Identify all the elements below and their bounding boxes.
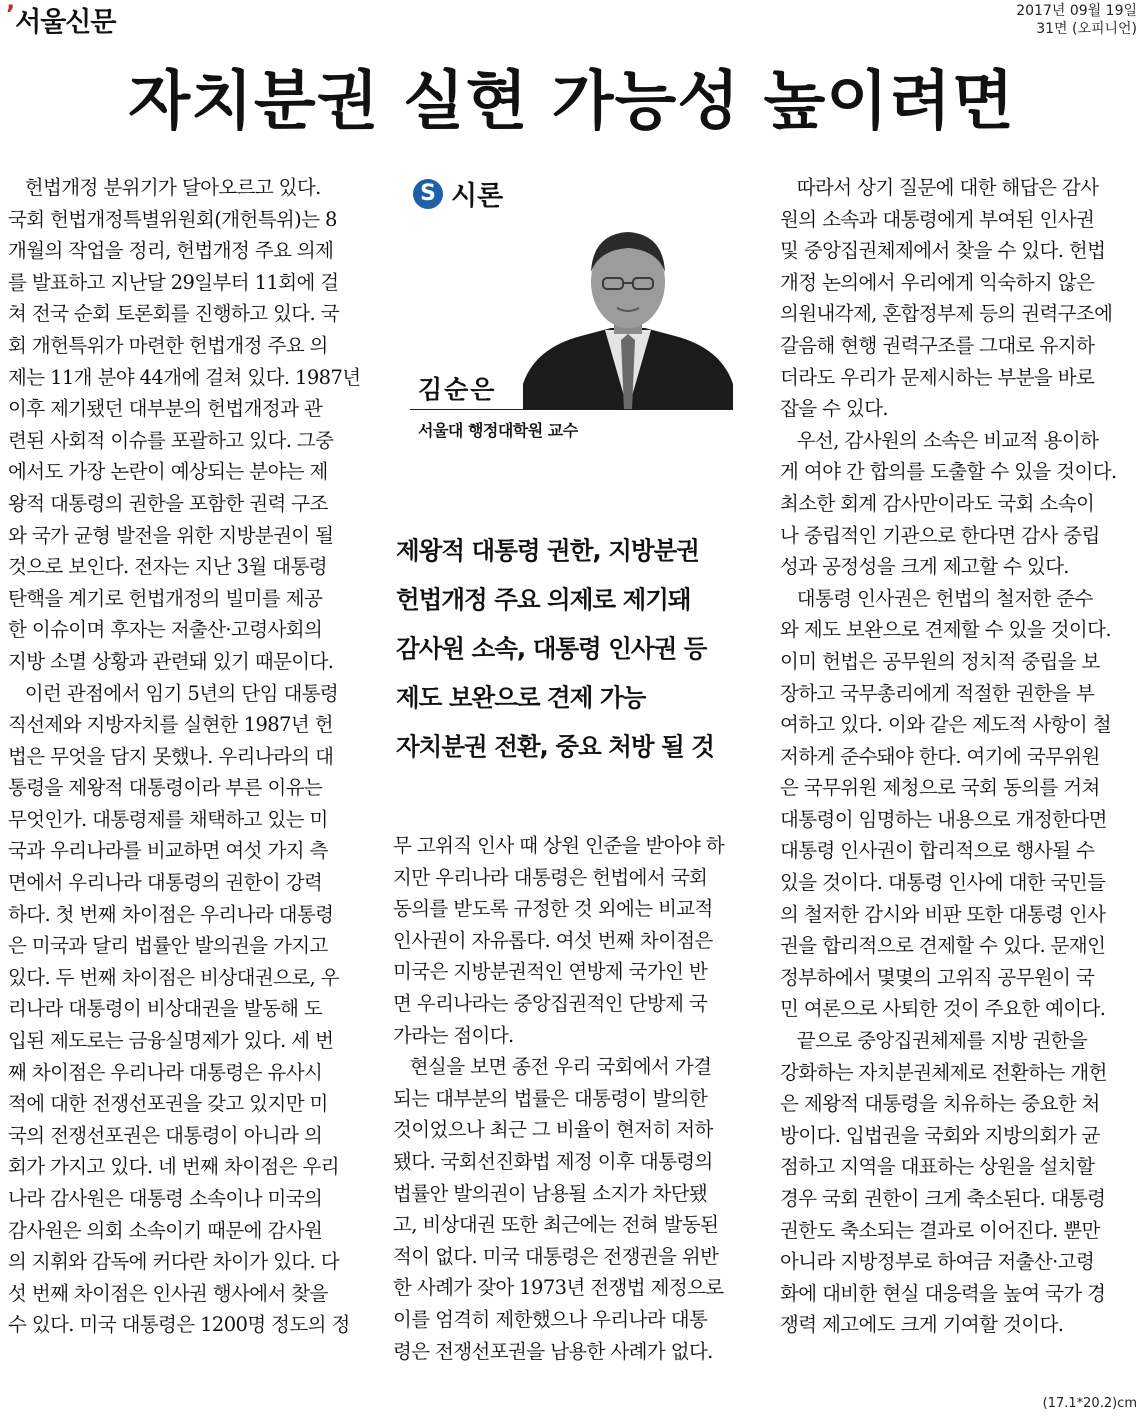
body-text-line: 수 있다. 미국 대통령은 1200명 정도의 정: [8, 1313, 350, 1337]
body-text-line: 것이었으나 최근 그 비율이 현저히 저하: [393, 1118, 713, 1142]
body-text-line: 국의 전쟁선포권은 대통령이 아니라 의: [8, 1123, 323, 1147]
body-text-line: 련된 사회적 이슈를 포괄하고 있다. 그중: [8, 428, 334, 452]
article-column-3: [780, 172, 1140, 1341]
body-text-line: 리나라 대통령이 비상대권을 발동해 도: [8, 997, 323, 1021]
body-text-line: 무엇인가. 대통령제를 채택하고 있는 미: [8, 807, 328, 831]
body-text-line: 게 여야 간 합의를 도출할 수 있을 것이다.: [780, 460, 1117, 484]
body-text-line: 됐다. 국회선진화법 제정 이후 대통령의: [393, 1149, 713, 1173]
body-text-line: 의원내각제, 혼합정부제 등의 권력구조에: [780, 302, 1113, 326]
body-text-line: 무 고위직 인사 때 상원 인준을 받아야 하: [393, 834, 724, 857]
body-text-line: 현실을 보면 종전 우리 국회에서 가결: [393, 1055, 712, 1079]
body-text-line: 입된 제도로는 금융실명제가 있다. 세 번: [8, 1029, 334, 1053]
body-text-line: 끝으로 중앙집권체제를 지방 권한을: [780, 1029, 1088, 1053]
subheads: [396, 526, 746, 771]
body-text-line: 최소한 회계 감사만이라도 국회 소속이: [780, 491, 1095, 515]
body-text-line: 개월의 작업을 정리, 헌법개정 주요 의제: [8, 239, 334, 263]
masthead-name: 서울신문: [15, 7, 116, 38]
body-text-line: 여하고 있다. 이와 같은 제도적 사항이 철: [780, 713, 1111, 737]
subhead-line: 제왕적 대통령 권한, 지방분권: [396, 536, 699, 565]
body-text-line: 인사권이 자유롭다. 여섯 번째 차이점은: [393, 928, 713, 952]
body-text-line: 대통령 인사권이 합리적으로 행사될 수: [780, 839, 1095, 863]
body-text-line: 쟁력 제고에도 크게 기여할 것이다.: [780, 1313, 1064, 1337]
body-text-line: 에서도 가장 논란이 예상되는 분야는 제: [8, 460, 328, 484]
body-text-line: 탄핵을 계기로 헌법개정의 빌미를 제공: [8, 586, 323, 610]
masthead-mark-icon: ’: [6, 0, 15, 28]
article-dimension: (17.1*20.2)cm: [1042, 1396, 1137, 1411]
publication-date: 2017년 09월 19일: [1016, 3, 1137, 19]
subhead-line: 감사원 소속, 대통령 인사권 등: [396, 634, 707, 663]
body-text-line: 것으로 보인다. 전자는 지난 3월 대통령: [8, 555, 327, 579]
body-text-line: 한 사례가 잦아 1973년 전쟁법 제정으로: [393, 1276, 724, 1300]
section-label: [413, 174, 503, 213]
body-text-line: 적이 없다. 미국 대통령은 전쟁권을 위반: [393, 1244, 719, 1268]
body-text-line: 강화하는 자치분권체제로 전환하는 개헌: [780, 1060, 1107, 1084]
body-text-line: 한 이슈이며 후자는 저출산·고령사회의: [8, 618, 323, 642]
body-text-line: 및 중앙집권체제에서 찾을 수 있다. 헌법: [780, 239, 1106, 263]
body-text-line: 권한도 축소되는 결과로 이어진다. 뿐만: [780, 1218, 1100, 1242]
body-text-line: 은 국무위원 제청으로 국회 동의를 거쳐: [780, 776, 1100, 800]
body-text-line: 은 미국과 달리 법률안 발의권을 가지고: [8, 934, 328, 958]
body-text-line: 회가 가지고 있다. 네 번째 차이점은 우리: [8, 1155, 339, 1179]
body-text-line: 되는 대부분의 법률은 대통령이 발의한: [393, 1086, 708, 1110]
body-text-line: 이후 제기됐던 대부분의 헌법개정과 관: [8, 397, 323, 421]
body-text-line: 와 국가 균형 발전을 위한 지방분권이 될: [8, 523, 334, 547]
body-text-line: 지방 소멸 상황과 관련돼 있기 때문이다.: [8, 649, 334, 673]
body-text-line: 아니라 지방정부로 하여금 저출산·고령: [780, 1250, 1095, 1274]
body-text-line: 정부하에서 몇몇의 고위직 공무원이 국: [780, 965, 1095, 989]
body-text-line: 더라도 우리가 문제시하는 부분을 바로: [780, 365, 1095, 389]
body-text-line: 법률안 발의권이 남용될 소지가 차단됐: [393, 1181, 708, 1205]
section-name: 시론: [451, 181, 504, 212]
body-text-line: 동의를 받도록 규정한 것 외에는 비교적: [393, 897, 713, 921]
body-text-line: 의 철저한 감시와 비판 또한 대통령 인사: [780, 902, 1106, 926]
article-column-1: [8, 172, 366, 1341]
newspaper-masthead: [6, 0, 115, 39]
body-text-line: 를 발표하고 지난달 29일부터 11회에 걸: [8, 270, 339, 294]
body-text-line: 제는 11개 분야 44개에 걸쳐 있다. 1987년: [8, 365, 361, 389]
subhead-line: 헌법개정 주요 의제로 제기돼: [396, 585, 691, 614]
body-text-line: 감사원은 의회 소속이기 때문에 감사원: [8, 1218, 323, 1242]
author-divider: [410, 409, 733, 410]
body-text-line: 개정 논의에서 우리에게 익숙하지 않은: [780, 270, 1095, 294]
body-text-line: 원의 소속과 대통령에게 부여된 인사권: [780, 207, 1095, 231]
body-text-line: 은 제왕적 대통령을 치유하는 중요한 처: [780, 1092, 1100, 1116]
body-text-line: 우선, 감사원의 소속은 비교적 용이하: [780, 428, 1099, 452]
dateline: [1016, 2, 1137, 38]
body-text-line: 저하게 준수돼야 한다. 여기에 국무위원: [780, 744, 1100, 768]
body-text-line: 대통령이 임명하는 내용으로 개정한다면: [780, 807, 1107, 831]
body-text-line: 나라 감사원은 대통령 소속이나 미국의: [8, 1187, 323, 1210]
body-text-line: 와 제도 보완으로 견제할 수 있을 것이다.: [780, 618, 1111, 642]
author-portrait-icon: [523, 216, 733, 410]
body-text-line: 이미 헌법은 공무원의 정치적 중립을 보: [780, 649, 1100, 673]
body-text-line: 점하고 지역을 대표하는 상원을 설치할: [780, 1155, 1095, 1179]
body-text-line: 직선제와 지방자치를 실현한 1987년 헌: [8, 713, 333, 737]
body-text-line: 지만 우리나라 대통령은 헌법에서 국회: [393, 865, 708, 889]
body-text-line: 섯 번째 차이점은 인사권 행사에서 찾을: [8, 1281, 328, 1305]
body-text-line: 왕적 대통령의 권한을 포함한 권력 구조: [8, 491, 328, 515]
body-text-line: 면 우리나라는 중앙집권적인 단방제 국: [393, 991, 708, 1015]
body-text-line: 국과 우리나라를 비교하면 여섯 가지 측: [8, 839, 328, 863]
body-text-line: 있을 것이다. 대통령 인사에 대한 국민들: [780, 871, 1106, 895]
body-text-line: 회 개헌특위가 마련한 헌법개정 주요 의: [8, 333, 328, 357]
body-text-line: 면에서 우리나라 대통령의 권한이 강력: [8, 871, 323, 895]
page-section: 31면 (오피니언): [1036, 21, 1137, 37]
body-text-line: 민 여론으로 사퇴한 것이 주요한 예이다.: [780, 997, 1106, 1021]
subhead-line: 자치분권 전환, 중요 처방 될 것: [396, 732, 714, 761]
article-headline: 자치분권 실현 가능성 높이려면: [128, 65, 1015, 139]
body-text-line: 째 차이점은 우리나라 대통령은 유사시: [8, 1060, 323, 1084]
body-text-line: 가라는 점이다.: [393, 1023, 514, 1047]
body-text-line: 이런 관점에서 임기 5년의 단임 대통령: [8, 681, 339, 705]
seoul-s-logo-icon: S: [413, 179, 443, 209]
body-text-line: 적에 대한 전쟁선포권을 갖고 있지만 미: [8, 1092, 328, 1116]
body-text-line: 미국은 지방분권적인 연방제 국가인 반: [393, 960, 708, 984]
subhead-line: 제도 보완으로 견제 가능: [396, 683, 646, 712]
body-text-line: 하다. 첫 번째 차이점은 우리나라 대통령: [8, 902, 334, 926]
body-text-line: 장하고 국무총리에게 적절한 권한을 부: [780, 681, 1095, 705]
author-title: 서울대 행정대학원 교수: [418, 421, 578, 440]
body-text-line: 잡을 수 있다.: [780, 397, 888, 421]
body-text-line: 법은 무엇을 담지 못했나. 우리나라의 대: [8, 744, 334, 768]
body-text-line: 성과 공정성을 크게 제고할 수 있다.: [780, 555, 1069, 579]
body-text-line: 갈음해 현행 권력구조를 그대로 유지하: [780, 333, 1095, 357]
body-text-line: 헌법개정 분위기가 달아오르고 있다.: [8, 176, 321, 199]
body-text-line: 의 지휘와 감독에 커다란 차이가 있다. 다: [8, 1250, 339, 1274]
body-text-line: 대통령 인사권은 헌법의 철저한 준수: [780, 586, 1093, 610]
body-text-line: 이를 엄격히 제한했으나 우리나라 대통: [393, 1307, 708, 1331]
body-text-line: 국회 헌법개정특별위원회(개헌특위)는 8: [8, 207, 337, 231]
body-text-line: 령은 전쟁선포권을 남용한 사례가 없다.: [393, 1339, 713, 1363]
author-name: 김순은: [418, 375, 497, 404]
body-text-line: 방이다. 입법권을 국회와 지방의회가 균: [780, 1123, 1100, 1147]
body-text-line: 권을 합리적으로 견제할 수 있다. 문재인: [780, 934, 1106, 958]
body-text-line: 통령을 제왕적 대통령이라 부른 이유는: [8, 776, 323, 800]
article-column-2: [393, 830, 751, 1367]
body-text-line: 나 중립적인 기관으로 한다면 감사 중립: [780, 523, 1100, 547]
body-text-line: 쳐 전국 순회 토론회를 진행하고 있다. 국: [8, 302, 339, 326]
body-text-line: 따라서 상기 질문에 대한 해답은 감사: [780, 176, 1099, 199]
body-text-line: 있다. 두 번째 차이점은 비상대권으로, 우: [8, 965, 339, 989]
body-text-line: 화에 대비한 현실 대응력을 높여 국가 경: [780, 1281, 1106, 1305]
body-text-line: 고, 비상대권 또한 최근에는 전혀 발동된: [393, 1213, 719, 1237]
body-text-line: 경우 국회 권한이 크게 축소된다. 대통령: [780, 1187, 1106, 1210]
